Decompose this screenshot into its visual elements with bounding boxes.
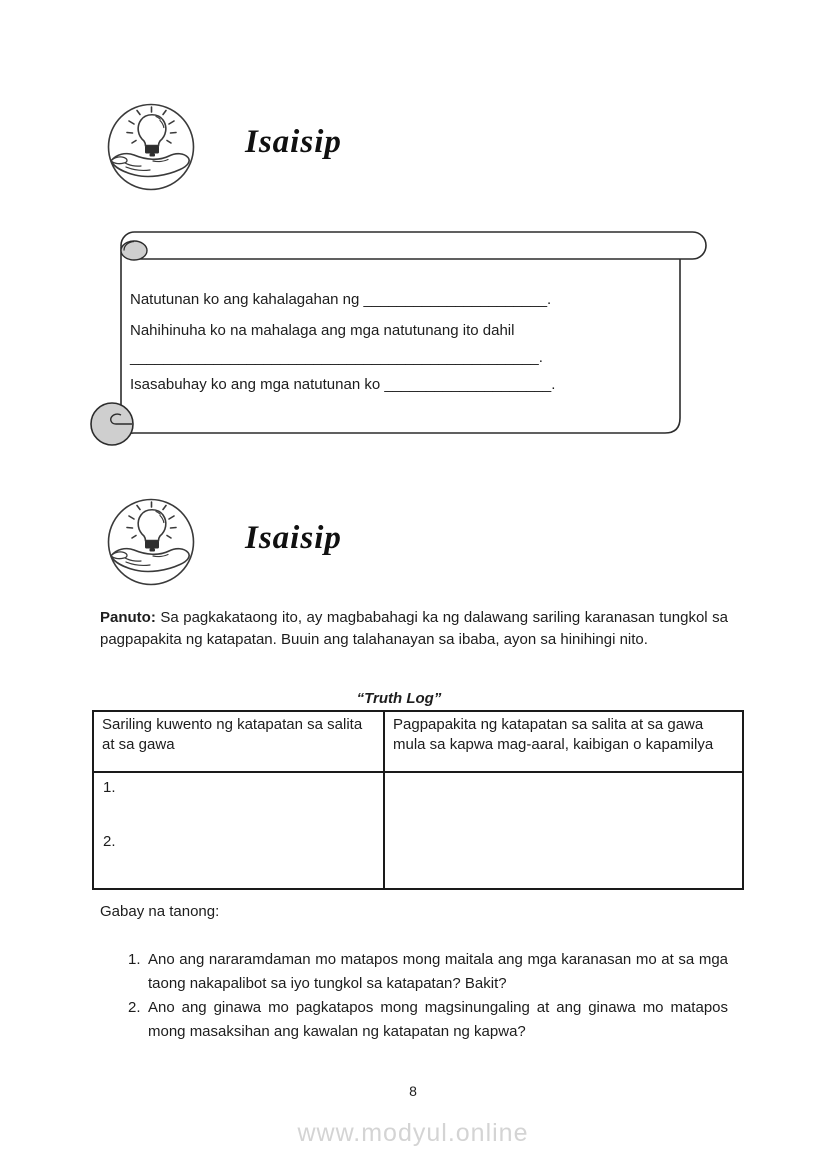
question-number-2: 2. bbox=[128, 999, 141, 1016]
table-row bbox=[93, 772, 743, 889]
table-header-row bbox=[93, 711, 743, 772]
answer-slot-2: 2. bbox=[103, 832, 116, 850]
scroll-fill-in-line-1: Natutunan ko ang kahalagahan ng ______________________. bbox=[130, 291, 552, 308]
section-title-isaisip-1: Isaisip bbox=[245, 124, 342, 160]
lightbulb-in-hand-icon bbox=[106, 496, 196, 588]
table-header-right: Pagpapakita ng katapatan sa salita at sa gawa mula sa kapwa mag-aaral, kaibigan o kapamilya bbox=[384, 711, 743, 772]
table-header-left: Sariling kuwento ng katapatan sa salita at sa gawa bbox=[93, 711, 384, 772]
scroll-fill-in-line-2: Nahihinuha ko na mahalaga ang mga natutunang ito dahil bbox=[130, 322, 515, 339]
list-item bbox=[100, 948, 728, 995]
scroll-fill-in-line-4: Isasabuhay ko ang mga natutunan ko ____________________. bbox=[130, 376, 556, 393]
list-item bbox=[100, 996, 728, 1043]
gabay-heading: Gabay na tanong: bbox=[100, 903, 220, 920]
section-title-isaisip-2: Isaisip bbox=[245, 520, 342, 556]
table-cell-left-numbered bbox=[93, 772, 384, 889]
question-number-1: 1. bbox=[128, 951, 141, 968]
watermark: www.modyul.online bbox=[297, 1119, 529, 1147]
table-cell-right-blank bbox=[384, 772, 743, 889]
truth-log-title: “Truth Log” bbox=[356, 690, 442, 707]
question-text-2: Ano ang ginawa mo pagkatapos mong magsinungaling at ang ginawa mo matapos mong masaksihan ang kawalan ng katapatan ng kapwa? bbox=[148, 999, 728, 1040]
scroll-fill-in-line-3: _________________________________________________. bbox=[130, 349, 543, 366]
question-list bbox=[100, 948, 728, 1043]
question-text-1: Ano ang nararamdaman mo matapos mong maitala ang mga karanasan mo at sa mga taong nakapalibot sa iyo tungkol sa katapatan? Bakit? bbox=[148, 951, 728, 992]
lightbulb-in-hand-icon bbox=[106, 101, 196, 193]
panuto-paragraph bbox=[100, 607, 728, 652]
panuto-label: Panuto: bbox=[100, 609, 156, 626]
panuto-text: Sa pagkakataong ito, ay magbabahagi ka ng dalawang sariling karanasan tungkol sa pagpapakita ng katapatan. Buuin ang talahanayan sa ibaba, ayon sa hinihingi nito. bbox=[100, 609, 728, 649]
truth-log-table bbox=[92, 710, 744, 890]
answer-slot-1: 1. bbox=[103, 779, 116, 796]
page-number: 8 bbox=[409, 1083, 417, 1099]
scroll-banner bbox=[88, 228, 712, 450]
